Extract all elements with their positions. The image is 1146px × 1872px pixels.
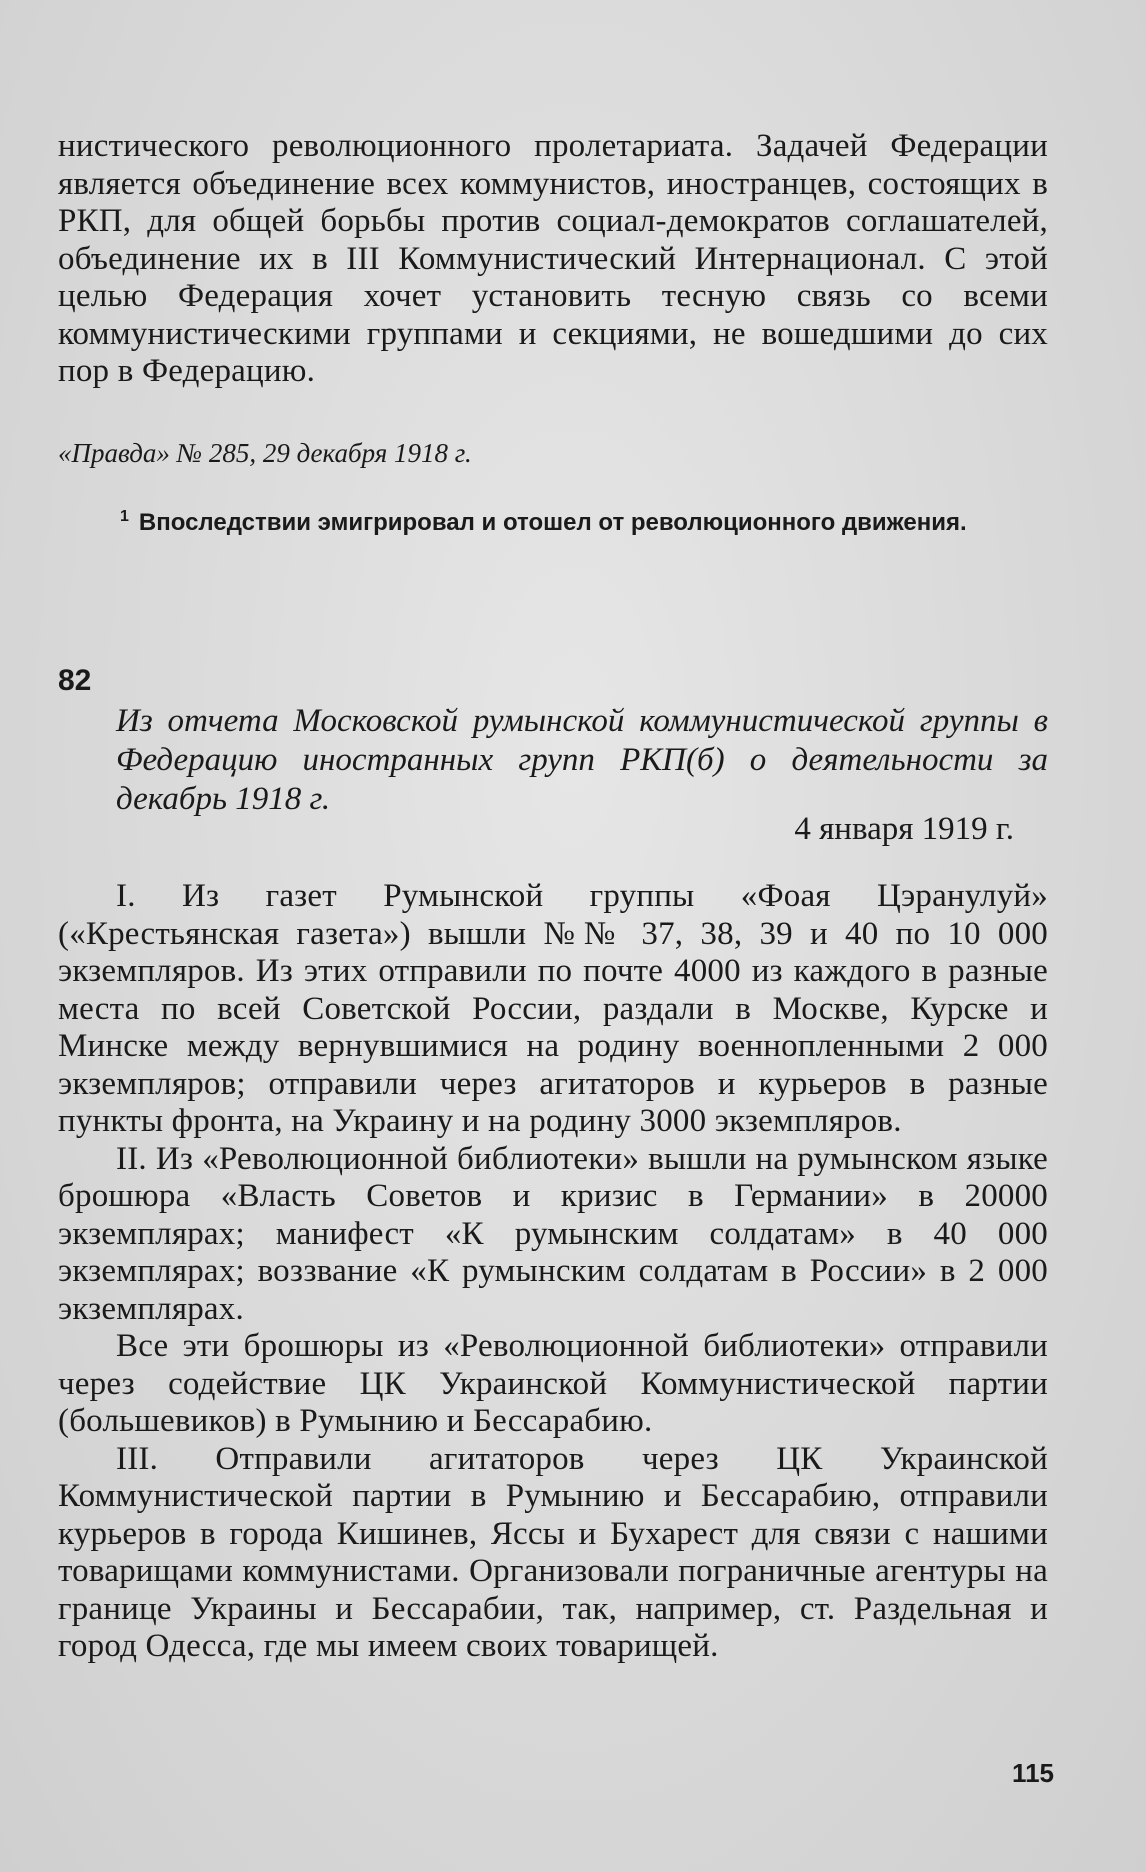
paragraph-2: II. Из «Революционной библиотеки» вышли на румынском языке брошюра «Власть Советов и кризис в Германии» в 20000 экземплярах; манифест «К румынским солдатам» в 40 000 экземплярах; воззвание «К румынским солдатам в России» в 2 000 экземплярах. [58, 1140, 1048, 1327]
footnote-block [120, 502, 1040, 538]
source-citation: «Правда» № 285, 29 декабря 1918 г. [58, 438, 472, 468]
document-number: 82 [58, 664, 92, 697]
footnote [120, 502, 1040, 538]
document-body [58, 878, 1048, 1666]
footnote-marker: 1 [120, 508, 129, 525]
document-title-block [116, 702, 1048, 819]
document-date-block [58, 810, 1048, 848]
page-number: 115 [1012, 1758, 1054, 1788]
top-paragraph: нистического революционного пролетариата. Задачей Федерации является объединение всех коммунистов, иностранцев, состоящих в РКП, для общей борьбы против социал-демократов соглашателей, объединение их в III Коммунистический Интернационал. С этой целью Федерация хочет установить тесную связь со всеми коммунистическими группами и секциями, не вошедшими до сих пор в Федерацию. [58, 128, 1048, 389]
paragraph-4: III. Отправили агитаторов через ЦК Украинской Коммунистической партии в Румынию и Бессарабию, отправили курьеров в города Кишинев, Яссы и Бухарест для связи с нашими товарищами коммунистами. Организовали пограничные агентуры на границе Украины и Бессарабии, так, например, ст. Раздельная и город Одесса, где мы имеем своих товарищей. [58, 1440, 1048, 1664]
source-citation-block [58, 436, 1048, 470]
document-date: 4 января 1919 г. [794, 811, 1014, 847]
document-title: Из отчета Московской румынской коммунистической группы в Федерацию иностранных групп РКП(б) о деятельности за декабрь 1918 г. [116, 703, 1048, 817]
paragraph-1: I. Из газет Румынской группы «Фоая Цэранулуй» («Крестьянская газета») вышли №№ 37, 38, 39 и 40 по 10 000 экземпляров. Из этих отправили по почте 4000 из каждого в разные места по всей Советской России, раздали в Москве, Курске и Минске между вернувшимися на родину военнопленными 2 000 экземпляров; отправили через агитаторов и курьеров в разные пункты фронта, на Украину и на родину 3000 экземпляров. [58, 878, 1048, 1139]
top-section [58, 128, 1048, 391]
paragraph-3: Все эти брошюры из «Революционной библиотеки» отправили через содействие ЦК Украинской Коммунистической партии (большевиков) в Румынию и Бессарабию. [58, 1328, 1048, 1439]
footnote-text: Впоследствии эмигрировал и отошел от революционного движения. [138, 509, 967, 536]
document-number-block [58, 664, 1048, 698]
